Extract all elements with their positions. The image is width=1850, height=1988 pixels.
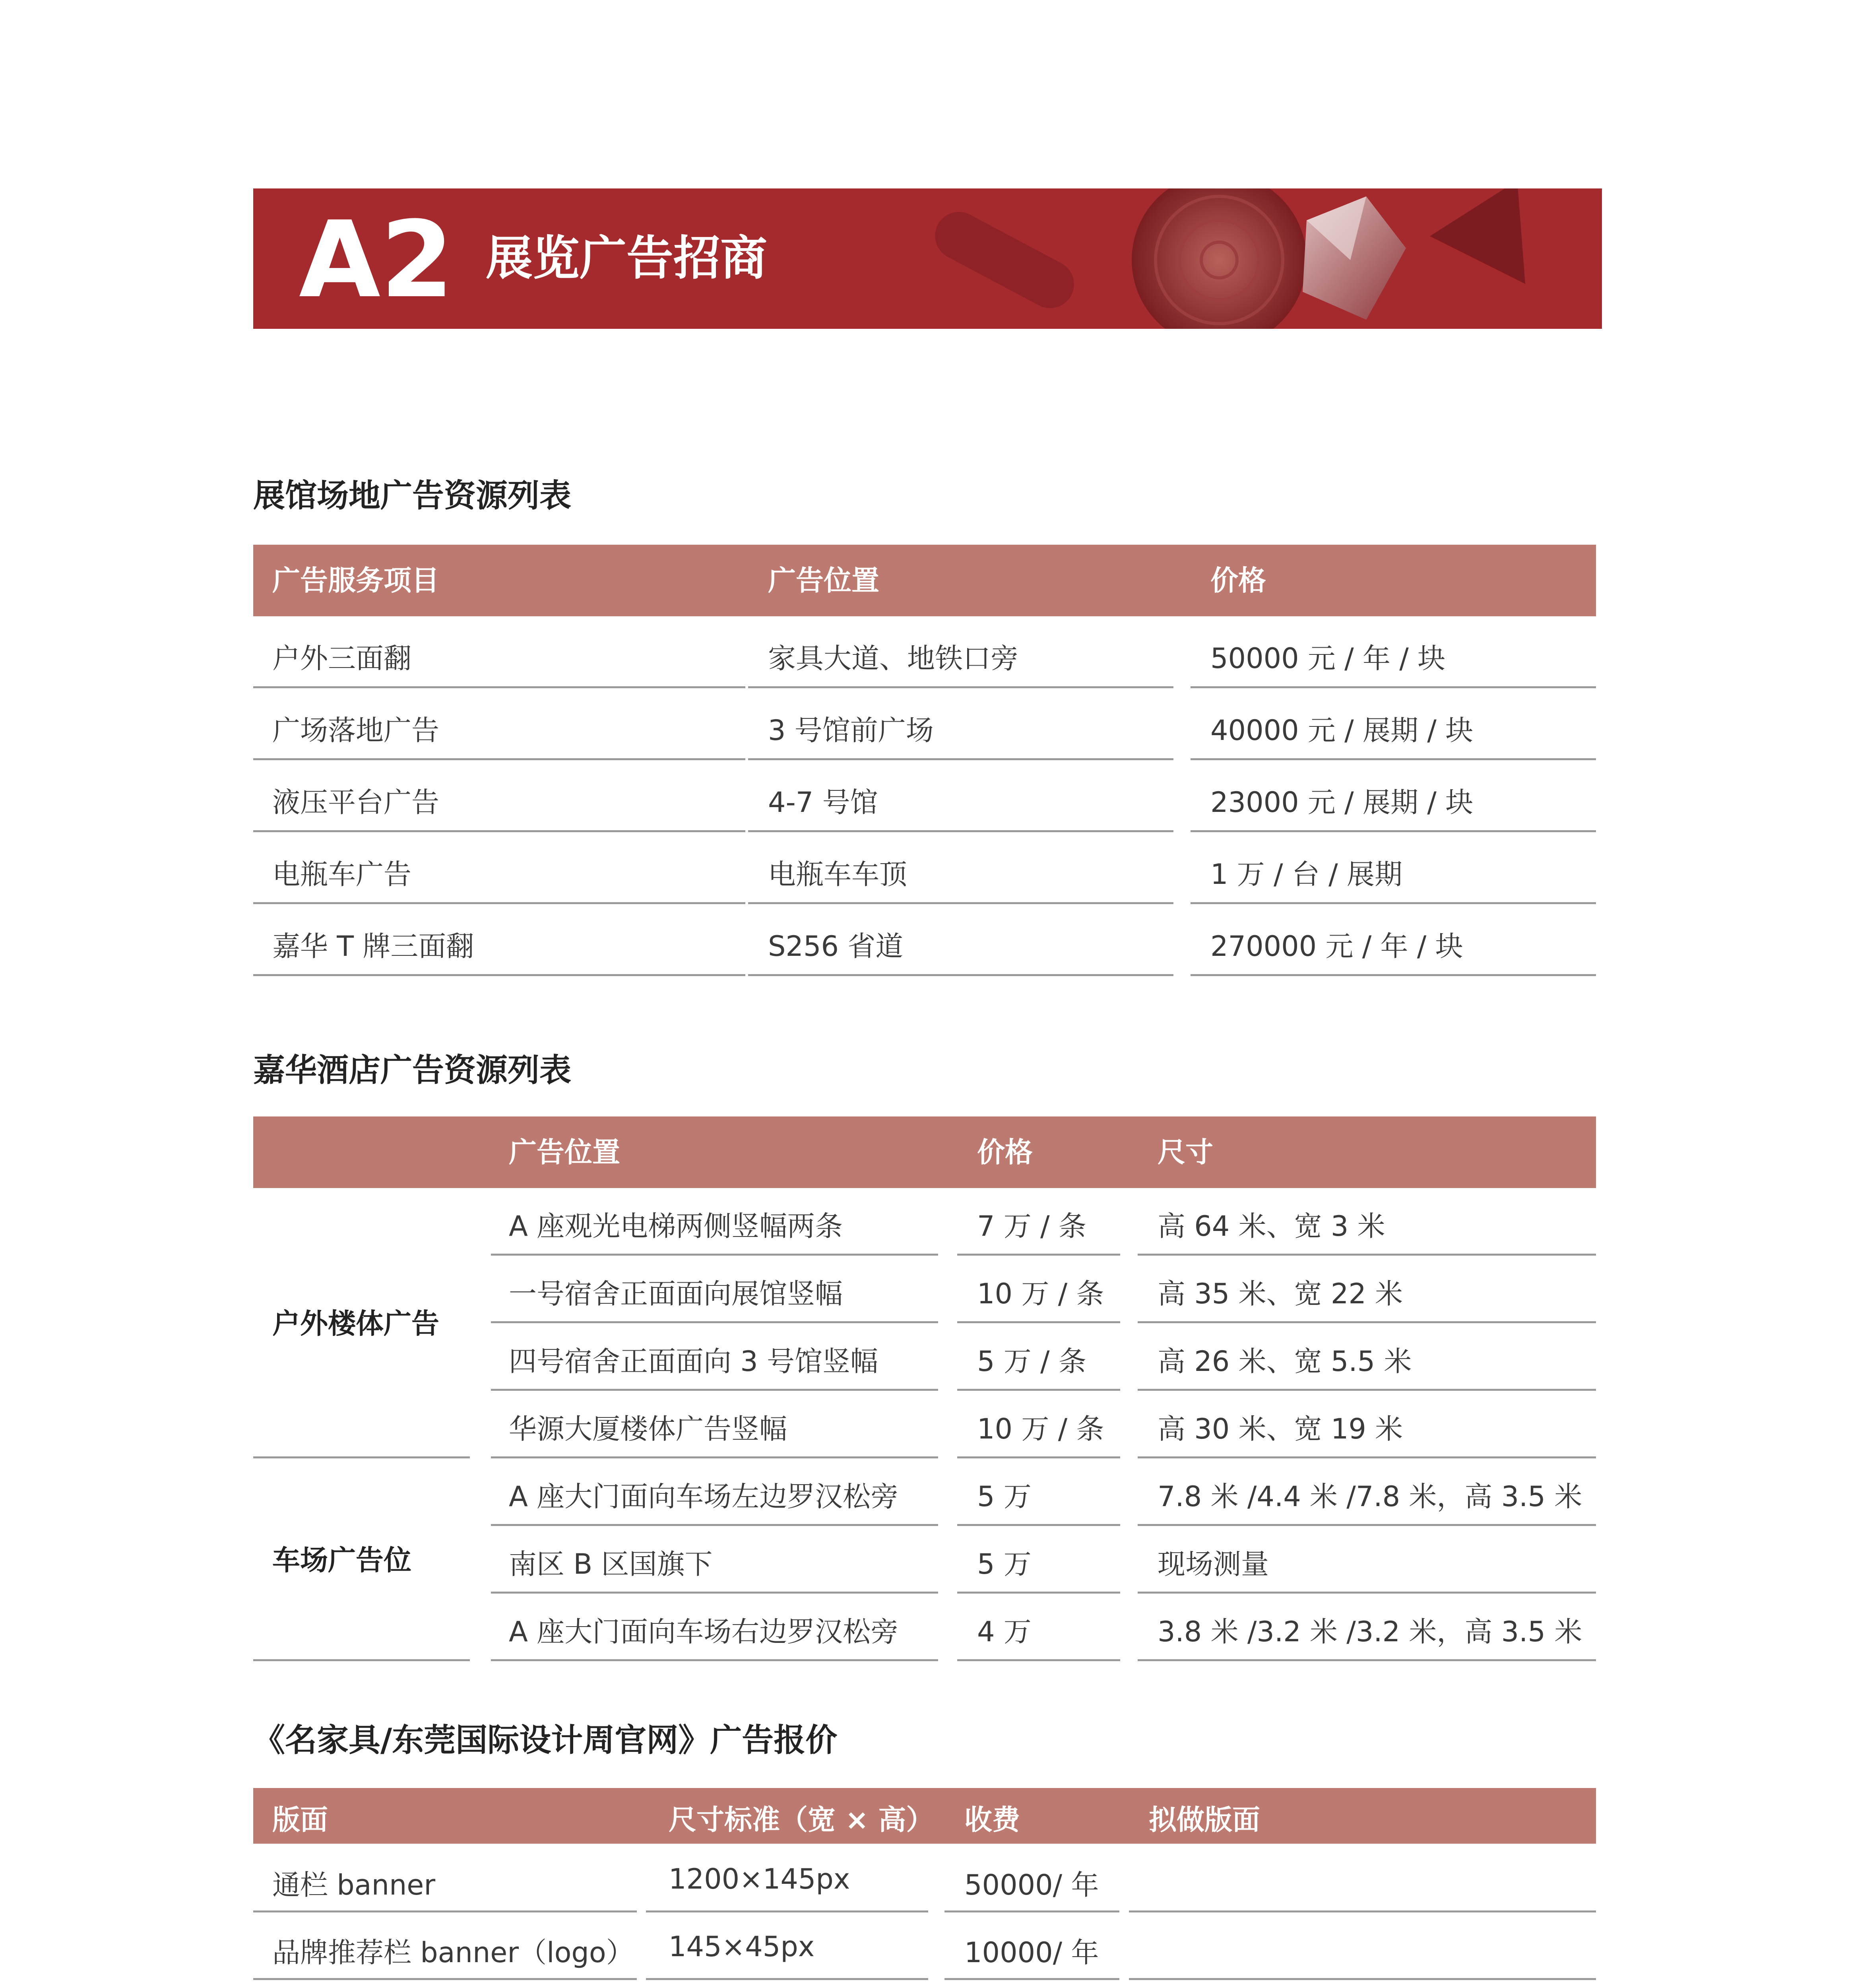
- row-divider: [1129, 1910, 1596, 1912]
- row-divider: [253, 830, 745, 832]
- row-divider: [491, 1389, 938, 1391]
- row-divider: [491, 1659, 938, 1661]
- row-divider: [646, 1978, 928, 1980]
- row-divider: [253, 902, 745, 904]
- row-divider: [1138, 1592, 1596, 1594]
- table3-cell: 品牌推荐栏 banner（logo）: [272, 1936, 634, 1969]
- table1-cell: S256 省道: [768, 930, 904, 963]
- table1-cell: 广场落地广告: [272, 714, 439, 747]
- row-divider: [748, 902, 1173, 904]
- row-divider: [253, 1659, 470, 1661]
- table3-col-header: 收费: [964, 1804, 1020, 1836]
- row-divider: [1191, 974, 1596, 976]
- table2-cell: 华源大厦楼体广告竖幅: [509, 1413, 787, 1445]
- table2-col-header: 尺寸: [1158, 1136, 1213, 1169]
- table1-cell: 50000 元 / 年 / 块: [1210, 642, 1446, 675]
- table3-cell: 通栏 banner: [272, 1869, 436, 1901]
- row-divider: [1129, 1978, 1596, 1980]
- table2-cell: 四号宿舍正面面向 3 号馆竖幅: [509, 1345, 878, 1378]
- table1-cell: 电瓶车广告: [272, 858, 411, 891]
- table2-cell: 4 万: [977, 1615, 1032, 1648]
- row-divider: [748, 686, 1173, 688]
- table2-cell: A 座大门面向车场左边罗汉松旁: [509, 1480, 899, 1513]
- table2-cell: A 座大门面向车场右边罗汉松旁: [509, 1615, 899, 1648]
- row-divider: [944, 1978, 1119, 1980]
- table1-cell: 电瓶车车顶: [768, 858, 907, 891]
- page-banner: [253, 188, 1602, 329]
- section-title: 展览广告招商: [486, 231, 768, 285]
- table3-cell: 50000/ 年: [964, 1869, 1099, 1901]
- table2-cell: 南区 B 区国旗下: [509, 1548, 713, 1580]
- row-divider: [957, 1592, 1120, 1594]
- row-divider: [748, 830, 1173, 832]
- row-divider: [491, 1524, 938, 1526]
- row-divider: [957, 1321, 1120, 1323]
- table1-cell: 4-7 号馆: [768, 786, 878, 819]
- table2-cell: 10 万 / 条: [977, 1277, 1104, 1310]
- row-divider: [491, 1592, 938, 1594]
- row-divider: [944, 1910, 1119, 1912]
- table2-cell: 高 64 米、宽 3 米: [1158, 1210, 1385, 1242]
- table3-cell: 1200×145px: [669, 1863, 850, 1895]
- row-divider: [253, 758, 745, 760]
- row-divider: [1138, 1659, 1596, 1661]
- table1-col-header: 价格: [1210, 564, 1266, 597]
- table1-cell: 嘉华 T 牌三面翻: [272, 930, 474, 963]
- table1-header-row: [253, 545, 1596, 616]
- table3-cell: 10000/ 年: [964, 1936, 1099, 1969]
- table2-header-row: [253, 1116, 1596, 1188]
- row-divider: [253, 1910, 637, 1912]
- table2-cell: 高 30 米、宽 19 米: [1158, 1413, 1403, 1445]
- table3-col-header: 拟做版面: [1149, 1804, 1260, 1836]
- row-divider: [957, 1254, 1120, 1256]
- table1-cell: 3 号馆前广场: [768, 714, 934, 747]
- row-divider: [253, 1978, 637, 1980]
- table2-col-header: 广告位置: [509, 1136, 620, 1169]
- table2-cell: 3.8 米 /3.2 米 /3.2 米，高 3.5 米: [1158, 1615, 1582, 1648]
- row-divider: [1191, 758, 1596, 760]
- table2-cell: 高 26 米、宽 5.5 米: [1158, 1345, 1412, 1378]
- row-divider: [1138, 1524, 1596, 1526]
- table3-col-header: 尺寸标准（宽 × 高）: [669, 1804, 934, 1836]
- table2-cell: 7 万 / 条: [977, 1210, 1086, 1242]
- row-divider: [1138, 1456, 1596, 1458]
- table1-cell: 家具大道、地铁口旁: [768, 642, 1018, 675]
- row-divider: [491, 1254, 938, 1256]
- row-divider: [748, 758, 1173, 760]
- row-divider: [1191, 830, 1596, 832]
- banner-decoration: [253, 188, 1602, 329]
- table2-group-label: 户外楼体广告: [272, 1307, 439, 1340]
- table2-cell: 5 万 / 条: [977, 1345, 1086, 1378]
- row-divider: [1138, 1254, 1596, 1256]
- table1-cell: 40000 元 / 展期 / 块: [1210, 714, 1474, 747]
- table1-cell: 液压平台广告: [272, 786, 439, 819]
- row-divider: [1191, 902, 1596, 904]
- table2-group-label: 车场广告位: [272, 1544, 411, 1576]
- table2-cell: 现场测量: [1158, 1548, 1269, 1580]
- table1-cell: 270000 元 / 年 / 块: [1210, 930, 1463, 963]
- row-divider: [253, 686, 745, 688]
- table2-cell: 10 万 / 条: [977, 1413, 1104, 1445]
- table3-title: 《名家具/东莞国际设计周官网》广告报价: [253, 1722, 838, 1759]
- row-divider: [957, 1524, 1120, 1526]
- table1-col-header: 广告服务项目: [272, 564, 439, 597]
- table2-cell: 5 万: [977, 1548, 1032, 1580]
- table1-cell: 1 万 / 台 / 展期: [1210, 858, 1402, 891]
- row-divider: [957, 1659, 1120, 1661]
- table1-cell: 23000 元 / 展期 / 块: [1210, 786, 1474, 819]
- table1-title: 展馆场地广告资源列表: [253, 477, 571, 514]
- table1-col-header: 广告位置: [768, 564, 879, 597]
- table2-cell: 7.8 米 /4.4 米 /7.8 米，高 3.5 米: [1158, 1480, 1582, 1513]
- row-divider: [957, 1389, 1120, 1391]
- row-divider: [1138, 1321, 1596, 1323]
- section-code: A2: [299, 199, 454, 321]
- table2-cell: A 座观光电梯两侧竖幅两条: [509, 1210, 843, 1242]
- row-divider: [1138, 1389, 1596, 1391]
- row-divider: [491, 1321, 938, 1323]
- table2-title: 嘉华酒店广告资源列表: [253, 1052, 571, 1089]
- table2-cell: 5 万: [977, 1480, 1032, 1513]
- row-divider: [253, 1456, 470, 1458]
- row-divider: [646, 1910, 928, 1912]
- row-divider: [748, 974, 1173, 976]
- table3-col-header: 版面: [272, 1804, 328, 1836]
- table2-cell: 高 35 米、宽 22 米: [1158, 1277, 1403, 1310]
- table2-col-header: 价格: [977, 1136, 1033, 1169]
- table1-cell: 户外三面翻: [272, 642, 411, 675]
- table3-cell: 145×45px: [669, 1930, 815, 1963]
- row-divider: [957, 1456, 1120, 1458]
- table2-cell: 一号宿舍正面面向展馆竖幅: [509, 1277, 843, 1310]
- row-divider: [1191, 686, 1596, 688]
- row-divider: [253, 974, 745, 976]
- row-divider: [491, 1456, 938, 1458]
